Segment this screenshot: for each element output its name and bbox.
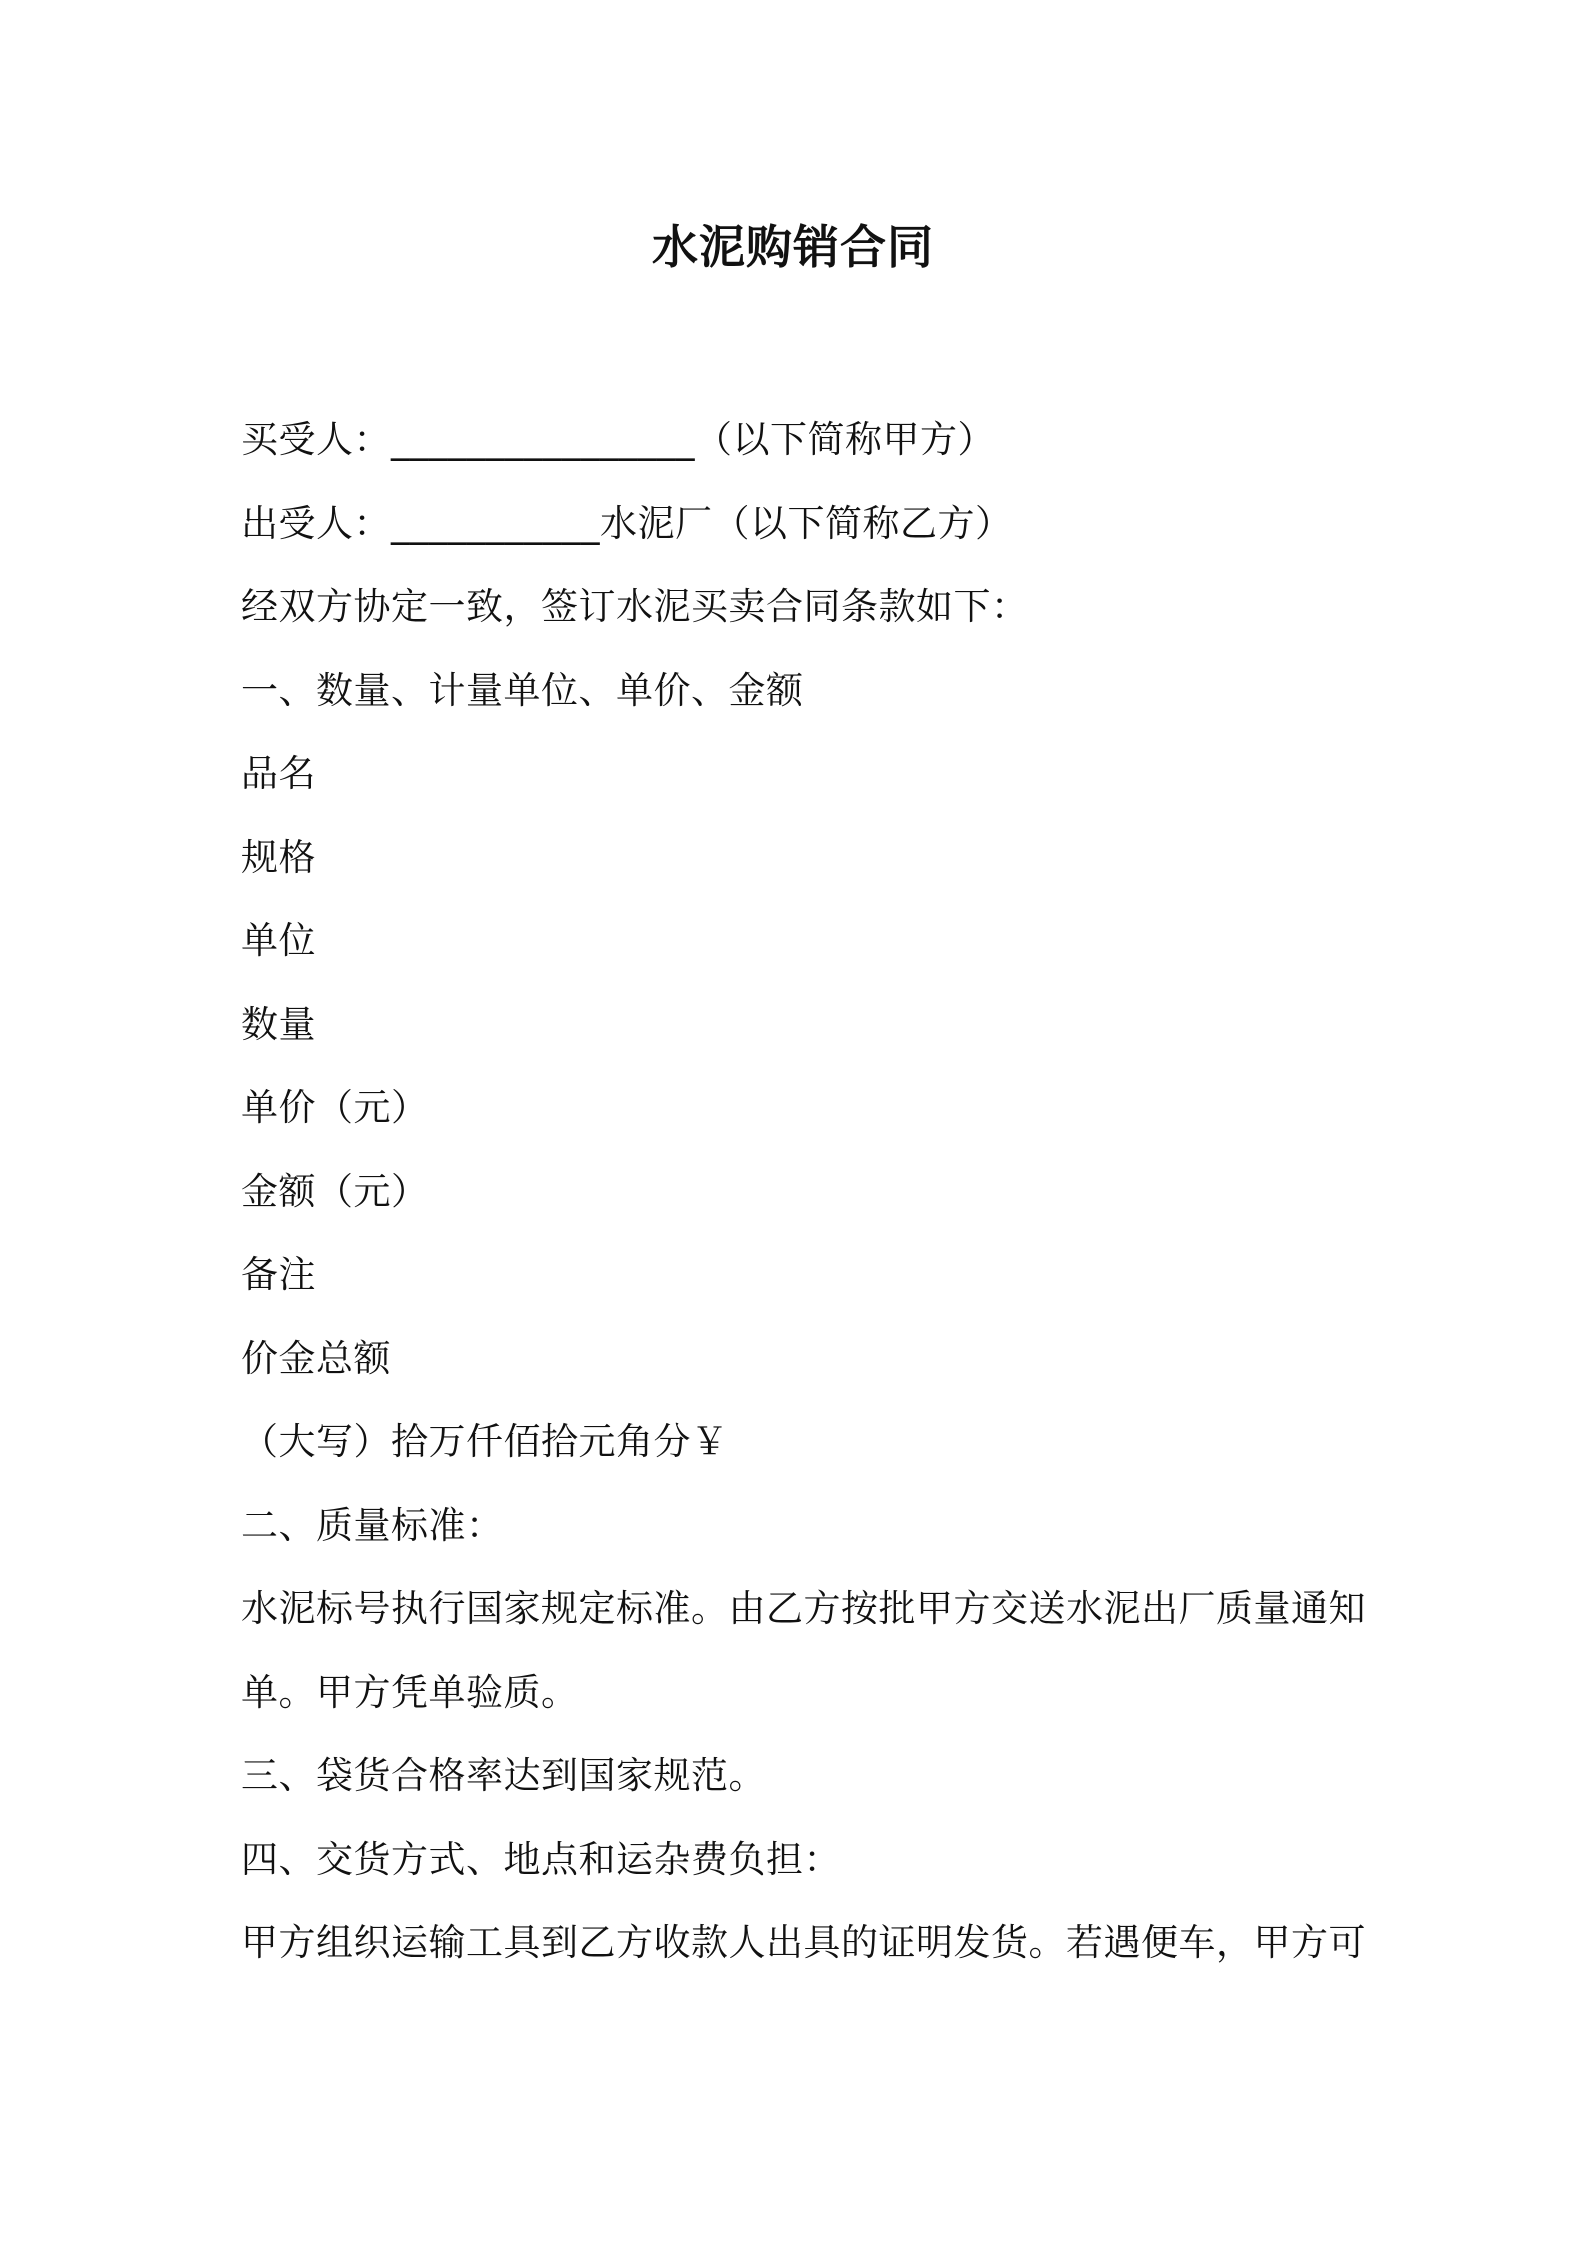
- contract-body: [241, 398, 1366, 1985]
- quality-paragraph-line-2: 单。甲方凭单验质。: [241, 1670, 579, 1714]
- field-quantity: 数量: [241, 1002, 316, 1046]
- field-product-name: 品名: [241, 752, 316, 795]
- section-heading-3: 三、袋货合格率达到国家规范。: [241, 1754, 766, 1797]
- field-specification: 规格: [241, 835, 316, 879]
- buyer-line: 买受人：________________（以下简称甲方）: [241, 418, 995, 461]
- section-heading-4: 四、交货方式、地点和运杂费负担：: [241, 1837, 841, 1881]
- field-unit-price: 单价（元）: [241, 1086, 429, 1129]
- field-remarks: 备注: [241, 1253, 316, 1296]
- agreement-intro: 经双方协定一致，签订水泥买卖合同条款如下：: [241, 585, 1029, 628]
- field-total-in-words: （大写）拾万仟佰拾元角分￥: [241, 1420, 729, 1463]
- quality-paragraph-line-1: 水泥标号执行国家规定标准。由乙方按批甲方交送水泥出厂质量通知: [241, 1587, 1366, 1630]
- field-total-price: 价金总额: [241, 1336, 391, 1380]
- delivery-paragraph-line-1: 甲方组织运输工具到乙方收款人出具的证明发货。若遇便车，甲方可: [241, 1921, 1366, 1964]
- field-amount: 金额（元）: [241, 1169, 429, 1213]
- document-title: 水泥购销合同: [652, 220, 934, 274]
- section-heading-2: 二、质量标准：: [241, 1503, 504, 1547]
- section-heading-1: 一、数量、计量单位、单价、金额: [241, 668, 804, 712]
- seller-line: 出受人：___________水泥厂（以下简称乙方）: [241, 501, 1013, 545]
- field-unit: 单位: [241, 919, 316, 962]
